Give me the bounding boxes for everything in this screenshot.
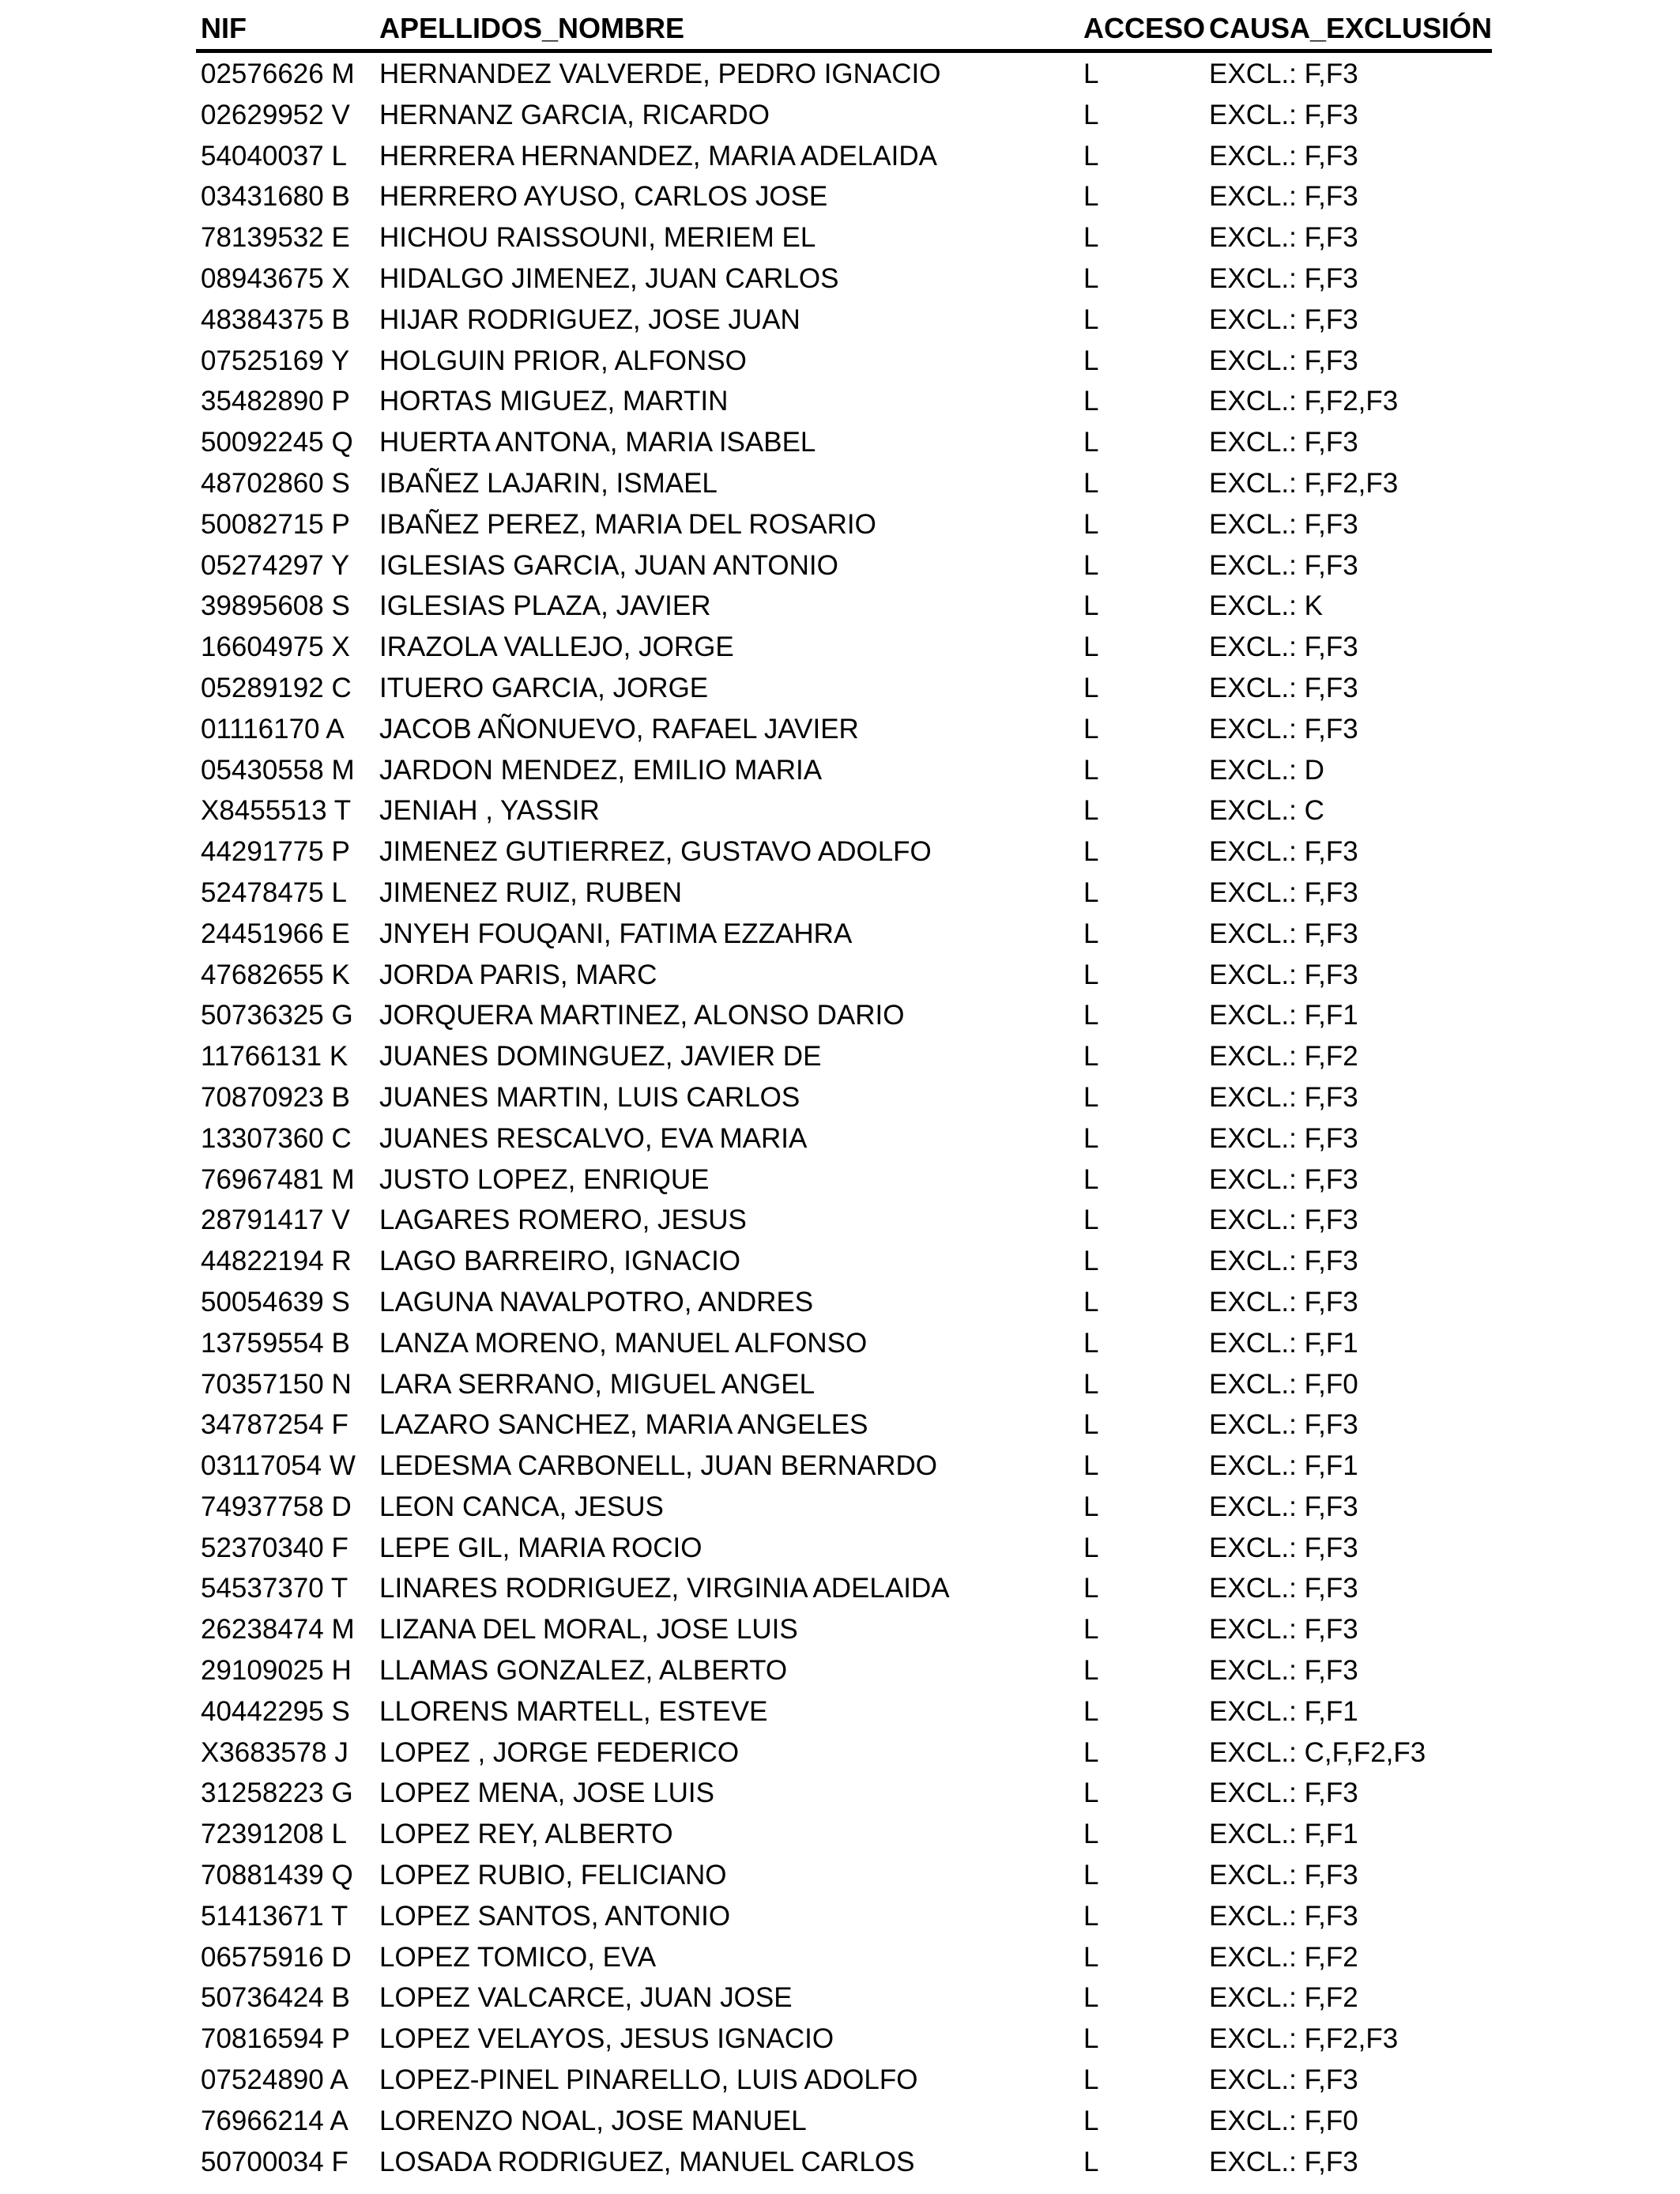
table-row (196, 995, 1492, 1036)
cell-apellidos-nombre: LEON CANCA, JESUS (379, 1491, 664, 1522)
cell-apellidos-nombre: LAGO BARREIRO, IGNACIO (379, 1246, 741, 1277)
cell-apellidos-nombre: LEDESMA CARBONELL, JUAN BERNARDO (379, 1450, 938, 1482)
table-row (196, 1487, 1492, 1528)
cell-acceso: L (1083, 1614, 1099, 1646)
cell-apellidos-nombre: HORTAS MIGUEZ, MARTIN (379, 386, 729, 417)
cell-apellidos-nombre: JNYEH FOUQANI, FATIMA EZZAHRA (379, 918, 853, 949)
cell-acceso: L (1083, 1041, 1099, 1072)
cell-nif: 76967481 M (201, 1163, 355, 1195)
cell-causa-exclusion: EXCL.: F,F3 (1209, 1860, 1358, 1891)
cell-nif: 50700034 F (201, 2146, 348, 2177)
cell-apellidos-nombre: JENIAH , YASSIR (379, 795, 600, 827)
cell-acceso: L (1083, 1000, 1099, 1031)
cell-apellidos-nombre: JORDA PARIS, MARC (379, 959, 657, 990)
table-row (196, 586, 1492, 627)
cell-acceso: L (1083, 1450, 1099, 1482)
cell-acceso: L (1083, 1532, 1099, 1563)
table-row (196, 136, 1492, 177)
cell-causa-exclusion: EXCL.: F,F3 (1209, 508, 1358, 540)
cell-acceso: L (1083, 2064, 1099, 2096)
cell-acceso: L (1083, 1327, 1099, 1359)
table-row (196, 300, 1492, 341)
cell-causa-exclusion: EXCL.: D (1209, 754, 1324, 786)
cell-causa-exclusion: EXCL.: F,F3 (1209, 672, 1358, 703)
header-divider (196, 49, 1492, 53)
table-row (196, 1404, 1492, 1446)
cell-causa-exclusion: EXCL.: C,F,F2,F3 (1209, 1736, 1426, 1768)
cell-nif: 08943675 X (201, 262, 350, 294)
cell-causa-exclusion: EXCL.: F,F3 (1209, 1532, 1358, 1563)
cell-nif: 35482890 P (201, 386, 350, 417)
table-row (196, 1814, 1492, 1855)
table-row (196, 1323, 1492, 1364)
cell-acceso: L (1083, 795, 1099, 827)
cell-nif: 70357150 N (201, 1368, 352, 1400)
cell-nif: 03431680 B (201, 181, 350, 213)
table-row (196, 1200, 1492, 1241)
cell-causa-exclusion: EXCL.: F,F3 (1209, 1491, 1358, 1522)
cell-acceso: L (1083, 549, 1099, 581)
cell-apellidos-nombre: LOPEZ-PINEL PINARELLO, LUIS ADOLFO (379, 2064, 918, 2096)
cell-apellidos-nombre: JUANES MARTIN, LUIS CARLOS (379, 1081, 800, 1113)
cell-causa-exclusion: EXCL.: F,F3 (1209, 1409, 1358, 1441)
table-row (196, 1568, 1492, 1609)
table-row (196, 422, 1492, 463)
cell-nif: 34787254 F (201, 1409, 348, 1441)
table-row (196, 1118, 1492, 1159)
cell-acceso: L (1083, 1204, 1099, 1236)
cell-acceso: L (1083, 262, 1099, 294)
cell-acceso: L (1083, 99, 1099, 130)
cell-apellidos-nombre: JUSTO LOPEZ, ENRIQUE (379, 1163, 710, 1195)
cell-causa-exclusion: EXCL.: K (1209, 590, 1323, 622)
cell-apellidos-nombre: IBAÑEZ LAJARIN, ISMAEL (379, 467, 718, 499)
cell-acceso: L (1083, 1736, 1099, 1768)
cell-acceso: L (1083, 1286, 1099, 1318)
cell-acceso: L (1083, 631, 1099, 663)
cell-acceso: L (1083, 1122, 1099, 1154)
table-row (196, 1282, 1492, 1323)
cell-apellidos-nombre: LANZA MORENO, MANUEL ALFONSO (379, 1327, 868, 1359)
cell-acceso: L (1083, 181, 1099, 213)
cell-nif: 44291775 P (201, 836, 350, 868)
cell-acceso: L (1083, 836, 1099, 868)
cell-apellidos-nombre: JIMENEZ RUIZ, RUBEN (379, 876, 683, 908)
table-row (196, 1364, 1492, 1405)
cell-causa-exclusion: EXCL.: F,F1 (1209, 1327, 1358, 1359)
cell-nif: 06575916 D (201, 1941, 352, 1973)
cell-acceso: L (1083, 1900, 1099, 1932)
cell-acceso: L (1083, 1777, 1099, 1809)
cell-causa-exclusion: EXCL.: F,F3 (1209, 713, 1358, 745)
cell-causa-exclusion: EXCL.: C (1209, 795, 1324, 827)
cell-acceso: L (1083, 427, 1099, 458)
cell-nif: 11766131 K (201, 1041, 348, 1072)
cell-apellidos-nombre: HIJAR RODRIGUEZ, JOSE JUAN (379, 303, 800, 335)
cell-nif: 01116170 A (201, 713, 345, 745)
cell-acceso: L (1083, 1573, 1099, 1604)
table-row (196, 1650, 1492, 1691)
cell-apellidos-nombre: HIDALGO JIMENEZ, JUAN CARLOS (379, 262, 839, 294)
exclusion-list-table (196, 0, 1492, 2182)
cell-apellidos-nombre: LOPEZ TOMICO, EVA (379, 1941, 657, 1973)
cell-acceso: L (1083, 386, 1099, 417)
cell-causa-exclusion: EXCL.: F,F3 (1209, 1655, 1358, 1687)
cell-nif: 54040037 L (201, 140, 347, 172)
cell-acceso: L (1083, 754, 1099, 786)
cell-acceso: L (1083, 1860, 1099, 1891)
table-body (196, 54, 1492, 2182)
table-row (196, 1896, 1492, 1937)
table-row (196, 1977, 1492, 2019)
cell-causa-exclusion: EXCL.: F,F1 (1209, 1695, 1358, 1727)
cell-apellidos-nombre: LOPEZ RUBIO, FELICIANO (379, 1860, 727, 1891)
cell-apellidos-nombre: IGLESIAS GARCIA, JUAN ANTONIO (379, 549, 838, 581)
cell-apellidos-nombre: HUERTA ANTONA, MARIA ISABEL (379, 427, 816, 458)
cell-causa-exclusion: EXCL.: F,F3 (1209, 1246, 1358, 1277)
cell-acceso: L (1083, 345, 1099, 376)
cell-causa-exclusion: EXCL.: F,F3 (1209, 959, 1358, 990)
cell-acceso: L (1083, 303, 1099, 335)
cell-nif: 02576626 M (201, 58, 355, 89)
table-row (196, 831, 1492, 873)
cell-nif: 07525169 Y (201, 345, 350, 376)
cell-causa-exclusion: EXCL.: F,F3 (1209, 1614, 1358, 1646)
cell-causa-exclusion: EXCL.: F,F3 (1209, 262, 1358, 294)
cell-causa-exclusion: EXCL.: F,F3 (1209, 303, 1358, 335)
cell-acceso: L (1083, 1368, 1099, 1400)
cell-apellidos-nombre: LORENZO NOAL, JOSE MANUEL (379, 2105, 807, 2136)
cell-acceso: L (1083, 508, 1099, 540)
cell-causa-exclusion: EXCL.: F,F2 (1209, 1941, 1358, 1973)
table-row (196, 1773, 1492, 1814)
cell-apellidos-nombre: LAZARO SANCHEZ, MARIA ANGELES (379, 1409, 868, 1441)
cell-apellidos-nombre: LAGUNA NAVALPOTRO, ANDRES (379, 1286, 814, 1318)
cell-apellidos-nombre: LEPE GIL, MARIA ROCIO (379, 1532, 703, 1563)
cell-nif: 52370340 F (201, 1532, 348, 1563)
table-row (196, 1855, 1492, 1896)
cell-apellidos-nombre: HERRERO AYUSO, CARLOS JOSE (379, 181, 828, 213)
cell-nif: 05430558 M (201, 754, 355, 786)
header-acceso: ACCESO (1083, 12, 1206, 44)
cell-apellidos-nombre: LAGARES ROMERO, JESUS (379, 1204, 747, 1236)
cell-acceso: L (1083, 1695, 1099, 1727)
cell-causa-exclusion: EXCL.: F,F3 (1209, 549, 1358, 581)
table-row (196, 2142, 1492, 2183)
cell-causa-exclusion: EXCL.: F,F3 (1209, 1122, 1358, 1154)
cell-nif: 50736325 G (201, 1000, 353, 1031)
table-row (196, 1077, 1492, 1118)
cell-causa-exclusion: EXCL.: F,F2 (1209, 1041, 1358, 1072)
cell-acceso: L (1083, 1246, 1099, 1277)
cell-apellidos-nombre: LOPEZ VELAYOS, JESUS IGNACIO (379, 2023, 834, 2055)
cell-acceso: L (1083, 876, 1099, 908)
cell-causa-exclusion: EXCL.: F,F3 (1209, 427, 1358, 458)
table-row (196, 463, 1492, 504)
cell-nif: 40442295 S (201, 1695, 350, 1727)
cell-nif: 54537370 T (201, 1573, 348, 1604)
table-row (196, 668, 1492, 709)
table-row (196, 258, 1492, 300)
cell-apellidos-nombre: JARDON MENDEZ, EMILIO MARIA (379, 754, 823, 786)
cell-apellidos-nombre: IBAÑEZ PEREZ, MARIA DEL ROSARIO (379, 508, 876, 540)
table-row (196, 1691, 1492, 1732)
cell-nif: 72391208 L (201, 1819, 347, 1850)
cell-causa-exclusion: EXCL.: F,F3 (1209, 1204, 1358, 1236)
cell-apellidos-nombre: HERNANZ GARCIA, RICARDO (379, 99, 770, 130)
cell-nif: 70816594 P (201, 2023, 350, 2055)
cell-apellidos-nombre: JIMENEZ GUTIERREZ, GUSTAVO ADOLFO (379, 836, 932, 868)
cell-acceso: L (1083, 1655, 1099, 1687)
table-row (196, 217, 1492, 258)
cell-apellidos-nombre: ITUERO GARCIA, JORGE (379, 672, 709, 703)
cell-acceso: L (1083, 1081, 1099, 1113)
cell-acceso: L (1083, 1491, 1099, 1522)
cell-apellidos-nombre: LOPEZ SANTOS, ANTONIO (379, 1900, 731, 1932)
cell-causa-exclusion: EXCL.: F,F3 (1209, 918, 1358, 949)
cell-acceso: L (1083, 140, 1099, 172)
cell-acceso: L (1083, 1409, 1099, 1441)
cell-nif: 78139532 E (201, 222, 350, 254)
cell-causa-exclusion: EXCL.: F,F3 (1209, 1777, 1358, 1809)
cell-apellidos-nombre: LOPEZ REY, ALBERTO (379, 1819, 673, 1850)
cell-acceso: L (1083, 222, 1099, 254)
cell-nif: 44822194 R (201, 1246, 352, 1277)
cell-nif: 50092245 Q (201, 427, 353, 458)
cell-nif: 51413671 T (201, 1900, 348, 1932)
cell-causa-exclusion: EXCL.: F,F3 (1209, 1286, 1358, 1318)
cell-acceso: L (1083, 672, 1099, 703)
cell-causa-exclusion: EXCL.: F,F3 (1209, 181, 1358, 213)
cell-nif: 52478475 L (201, 876, 347, 908)
cell-causa-exclusion: EXCL.: F,F3 (1209, 836, 1358, 868)
cell-apellidos-nombre: IGLESIAS PLAZA, JAVIER (379, 590, 711, 622)
cell-nif: 39895608 S (201, 590, 350, 622)
cell-apellidos-nombre: LARA SERRANO, MIGUEL ANGEL (379, 1368, 816, 1400)
cell-nif: 05289192 C (201, 672, 352, 703)
cell-nif: 05274297 Y (201, 549, 350, 581)
table-row (196, 1609, 1492, 1650)
cell-nif: 07524890 A (201, 2064, 348, 2096)
table-row (196, 2060, 1492, 2101)
cell-apellidos-nombre: JUANES DOMINGUEZ, JAVIER DE (379, 1041, 822, 1072)
cell-causa-exclusion: EXCL.: F,F0 (1209, 1368, 1358, 1400)
table-row (196, 2101, 1492, 2142)
table-row (196, 1446, 1492, 1487)
cell-causa-exclusion: EXCL.: F,F3 (1209, 58, 1358, 89)
cell-causa-exclusion: EXCL.: F,F3 (1209, 99, 1358, 130)
cell-nif: 24451966 E (201, 918, 350, 949)
table-row (196, 1159, 1492, 1201)
cell-nif: 48384375 B (201, 303, 350, 335)
cell-nif: 48702860 S (201, 467, 350, 499)
table-header (196, 0, 1492, 54)
cell-causa-exclusion: EXCL.: F,F3 (1209, 140, 1358, 172)
cell-causa-exclusion: EXCL.: F,F3 (1209, 2064, 1358, 2096)
cell-nif: 26238474 M (201, 1614, 355, 1646)
cell-causa-exclusion: EXCL.: F,F3 (1209, 1081, 1358, 1113)
cell-apellidos-nombre: JACOB AÑONUEVO, RAFAEL JAVIER (379, 713, 859, 745)
table-row (196, 1732, 1492, 1774)
cell-nif: 16604975 X (201, 631, 350, 663)
cell-acceso: L (1083, 2146, 1099, 2177)
table-row (196, 341, 1492, 382)
table-row (196, 381, 1492, 422)
cell-acceso: L (1083, 2105, 1099, 2136)
cell-acceso: L (1083, 959, 1099, 990)
cell-causa-exclusion: EXCL.: F,F3 (1209, 345, 1358, 376)
cell-apellidos-nombre: HERRERA HERNANDEZ, MARIA ADELAIDA (379, 140, 937, 172)
table-row (196, 54, 1492, 95)
cell-nif: 31258223 G (201, 1777, 353, 1809)
cell-apellidos-nombre: LOPEZ MENA, JOSE LUIS (379, 1777, 714, 1809)
cell-apellidos-nombre: LOPEZ , JORGE FEDERICO (379, 1736, 740, 1768)
cell-acceso: L (1083, 1163, 1099, 1195)
cell-causa-exclusion: EXCL.: F,F3 (1209, 631, 1358, 663)
cell-acceso: L (1083, 58, 1099, 89)
cell-nif: X8455513 T (201, 795, 352, 827)
cell-acceso: L (1083, 713, 1099, 745)
table-row (196, 1241, 1492, 1282)
table-row (196, 627, 1492, 668)
table-row (196, 1528, 1492, 1569)
table-row (196, 95, 1492, 136)
cell-causa-exclusion: EXCL.: F,F1 (1209, 1819, 1358, 1850)
cell-nif: 13307360 C (201, 1122, 352, 1154)
cell-nif: 13759554 B (201, 1327, 350, 1359)
table-row (196, 1937, 1492, 1978)
cell-acceso: L (1083, 590, 1099, 622)
header-apellidos-nombre: APELLIDOS_NOMBRE (379, 12, 685, 44)
cell-causa-exclusion: EXCL.: F,F3 (1209, 1163, 1358, 1195)
table-row (196, 545, 1492, 586)
cell-apellidos-nombre: LLAMAS GONZALEZ, ALBERTO (379, 1655, 788, 1687)
cell-acceso: L (1083, 918, 1099, 949)
cell-apellidos-nombre: LLORENS MARTELL, ESTEVE (379, 1695, 768, 1727)
cell-nif: 50054639 S (201, 1286, 350, 1318)
cell-apellidos-nombre: JUANES RESCALVO, EVA MARIA (379, 1122, 808, 1154)
cell-causa-exclusion: EXCL.: F,F2,F3 (1209, 467, 1399, 499)
cell-causa-exclusion: EXCL.: F,F2,F3 (1209, 386, 1399, 417)
cell-nif: 03117054 W (201, 1450, 356, 1482)
header-causa-exclusion: CAUSA_EXCLUSIÓN (1209, 12, 1493, 44)
table-row (196, 914, 1492, 955)
table-row (196, 2019, 1492, 2060)
table-row (196, 176, 1492, 217)
cell-apellidos-nombre: LINARES RODRIGUEZ, VIRGINIA ADELAIDA (379, 1573, 950, 1604)
cell-acceso: L (1083, 467, 1099, 499)
cell-causa-exclusion: EXCL.: F,F3 (1209, 1573, 1358, 1604)
table-row (196, 1036, 1492, 1077)
cell-apellidos-nombre: LOPEZ VALCARCE, JUAN JOSE (379, 1982, 793, 2014)
cell-causa-exclusion: EXCL.: F,F0 (1209, 2105, 1358, 2136)
table-row (196, 504, 1492, 545)
cell-acceso: L (1083, 2023, 1099, 2055)
cell-causa-exclusion: EXCL.: F,F2,F3 (1209, 2023, 1399, 2055)
table-row (196, 955, 1492, 996)
cell-causa-exclusion: EXCL.: F,F1 (1209, 1450, 1358, 1482)
table-row (196, 750, 1492, 791)
cell-acceso: L (1083, 1819, 1099, 1850)
cell-nif: 70881439 Q (201, 1860, 353, 1891)
table-row (196, 790, 1492, 831)
cell-nif: 76966214 A (201, 2105, 348, 2136)
cell-acceso: L (1083, 1982, 1099, 2014)
cell-causa-exclusion: EXCL.: F,F3 (1209, 2146, 1358, 2177)
cell-nif: 29109025 H (201, 1655, 352, 1687)
cell-causa-exclusion: EXCL.: F,F1 (1209, 1000, 1358, 1031)
cell-nif: 50082715 P (201, 508, 350, 540)
cell-apellidos-nombre: IRAZOLA VALLEJO, JORGE (379, 631, 734, 663)
cell-nif: 74937758 D (201, 1491, 352, 1522)
cell-causa-exclusion: EXCL.: F,F2 (1209, 1982, 1358, 2014)
cell-causa-exclusion: EXCL.: F,F3 (1209, 876, 1358, 908)
cell-apellidos-nombre: LOSADA RODRIGUEZ, MANUEL CARLOS (379, 2146, 915, 2177)
cell-apellidos-nombre: JORQUERA MARTINEZ, ALONSO DARIO (379, 1000, 905, 1031)
cell-nif: 50736424 B (201, 1982, 350, 2014)
cell-apellidos-nombre: HOLGUIN PRIOR, ALFONSO (379, 345, 747, 376)
cell-nif: 02629952 V (201, 99, 350, 130)
cell-apellidos-nombre: HERNANDEZ VALVERDE, PEDRO IGNACIO (379, 58, 941, 89)
cell-nif: 47682655 K (201, 959, 350, 990)
cell-nif: 70870923 B (201, 1081, 350, 1113)
table-row (196, 873, 1492, 914)
cell-causa-exclusion: EXCL.: F,F3 (1209, 222, 1358, 254)
cell-nif: 28791417 V (201, 1204, 350, 1236)
cell-apellidos-nombre: HICHOU RAISSOUNI, MERIEM EL (379, 222, 816, 254)
cell-acceso: L (1083, 1941, 1099, 1973)
cell-nif: X3683578 J (201, 1736, 348, 1768)
cell-apellidos-nombre: LIZANA DEL MORAL, JOSE LUIS (379, 1614, 798, 1646)
header-nif: NIF (201, 12, 247, 44)
cell-causa-exclusion: EXCL.: F,F3 (1209, 1900, 1358, 1932)
table-row (196, 709, 1492, 750)
